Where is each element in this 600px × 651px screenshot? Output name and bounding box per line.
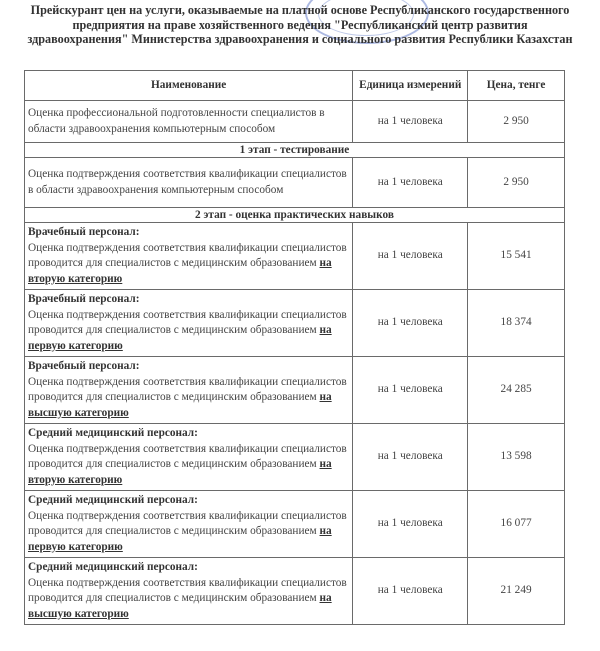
table-row [25, 491, 565, 558]
service-unit: на 1 человека [353, 424, 468, 491]
service-description [25, 491, 353, 558]
description-text: Оценка подтверждения соответствия квалификации специалистов проводится для специалистов с медицинским образованием [28, 241, 347, 269]
table-row [25, 558, 565, 625]
service-name: Оценка профессиональной подготовленности специалистов в области здравоохранения компьютерным способом [25, 101, 353, 143]
table-header-row [25, 71, 565, 101]
service-unit: на 1 человека [353, 101, 468, 143]
price-list-table [24, 70, 565, 625]
table-row [25, 424, 565, 491]
service-description [25, 223, 353, 290]
service-unit: на 1 человека [353, 158, 468, 208]
service-price: 24 285 [468, 357, 565, 424]
category-label: на высшую категорию [28, 592, 332, 620]
service-name: Оценка подтверждения соответствия квалификации специалистов в области здравоохранения компьютерным способом [25, 158, 353, 208]
service-unit: на 1 человека [353, 491, 468, 558]
table-row [25, 290, 565, 357]
service-description [25, 290, 353, 357]
service-unit: на 1 человека [353, 290, 468, 357]
table-row [25, 357, 565, 424]
title-line: Прейскурант цен на услуги, оказываемые на платной основе Республиканского государственного [30, 3, 570, 17]
service-unit: на 1 человека [353, 558, 468, 625]
section-row-stage1 [25, 143, 565, 158]
description-text: Оценка подтверждения соответствия квалификации специалистов проводится для специалистов с медицинским образованием [28, 308, 347, 336]
category-label: на вторую категорию [28, 458, 332, 486]
table-row [25, 158, 565, 208]
staff-type: Средний медицинский персонал: [28, 427, 198, 439]
service-price: 21 249 [468, 558, 565, 625]
section-title: 2 этап - оценка практических навыков [25, 208, 565, 223]
description-text: Оценка подтверждения соответствия квалификации специалистов проводится для специалистов с медицинским образованием [28, 375, 347, 403]
section-row-stage2 [25, 208, 565, 223]
service-price: 13 598 [468, 424, 565, 491]
service-price: 16 077 [468, 491, 565, 558]
service-description [25, 558, 353, 625]
staff-type: Средний медицинский персонал: [28, 494, 198, 506]
service-price: 18 374 [468, 290, 565, 357]
description-text: Оценка подтверждения соответствия квалификации специалистов проводится для специалистов с медицинским образованием [28, 576, 347, 604]
title-line: здравоохранения" Министерства здравоохранения и социального развития Республики Казахстан [27, 32, 573, 46]
service-price: 2 950 [468, 158, 565, 208]
description-text: Оценка подтверждения соответствия квалификации специалистов проводится для специалистов с медицинским образованием [28, 509, 347, 537]
document-title [0, 3, 600, 47]
service-price: 15 541 [468, 223, 565, 290]
table-row [25, 223, 565, 290]
service-unit: на 1 человека [353, 357, 468, 424]
description-text: Оценка подтверждения соответствия квалификации специалистов проводится для специалистов с медицинским образованием [28, 442, 347, 470]
header-unit: Единица измерений [353, 71, 468, 101]
table-row [25, 101, 565, 143]
category-label: на вторую категорию [28, 257, 332, 285]
category-label: на первую категорию [28, 324, 332, 352]
section-title: 1 этап - тестирование [25, 143, 565, 158]
service-price: 2 950 [468, 101, 565, 143]
service-unit: на 1 человека [353, 223, 468, 290]
staff-type: Средний медицинский персонал: [28, 561, 198, 573]
staff-type: Врачебный персонал: [28, 226, 140, 238]
category-label: на первую категорию [28, 525, 332, 553]
title-line: предприятия на праве хозяйственного ведения "Республиканский центр развития [72, 17, 528, 32]
service-description [25, 357, 353, 424]
category-label: на высшую категорию [28, 391, 332, 419]
header-price: Цена, тенге [468, 71, 565, 101]
staff-type: Врачебный персонал: [28, 360, 140, 372]
service-description [25, 424, 353, 491]
staff-type: Врачебный персонал: [28, 293, 140, 305]
header-name: Наименование [25, 71, 353, 101]
